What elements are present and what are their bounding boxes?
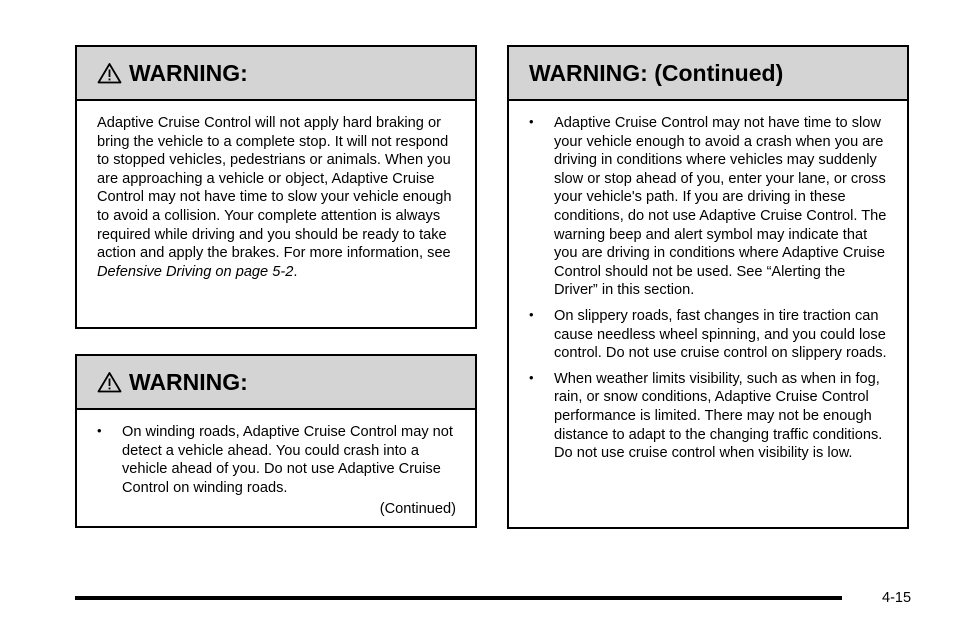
warning-paragraph [97,114,457,281]
list-item-text: On slippery roads, fast changes in tire traction can cause needless wheel spinning, and you could lose control. Do not use cruise control on slippery roads. [554,307,887,362]
warning-header [77,356,475,410]
bullet: • [529,114,534,129]
cross-reference: Defensive Driving on page 5-2 [97,263,294,280]
continued-note: (Continued) [379,501,456,518]
warning-box-2 [75,354,477,528]
bullet: • [529,369,534,385]
list-item [529,307,887,363]
list-item-text: When weather limits visibility, such as when in fog, rain, or snow conditions, Adaptive Cruise Control performance is limited. There may not be enough distance to adapt to the changing traffic conditions. Do not use cruise control when visibility is low. [554,370,883,462]
warning-body [77,410,475,519]
warning-header [509,47,907,101]
bullet: • [529,306,534,322]
bullet-list [97,423,456,497]
warning-title: WARNING: (Continued) [529,59,784,86]
warning-header [77,47,475,101]
footer-rule [75,596,842,600]
warning-text: Adaptive Cruise Control will not apply hard braking or bring the vehicle to a complete stop. It will not respond to stopped vehicles, pedestrians or animals. When you are approaching a vehicle or object, Adaptive Cruise Control may not have time to slow your vehicle enough to avoid a collision. Your complete attention is always required while driving and you should be ready to take action and apply the brakes. For more information, see [97,115,452,262]
bullet-list [529,114,887,463]
list-item [529,114,887,300]
list-item-text: On winding roads, Adaptive Cruise Control may not detect a vehicle ahead. You could crash into a vehicle ahead of you. Do not use Adaptive Cruise Control on winding roads. [122,424,453,496]
warning-box-1 [75,45,477,329]
warning-title: WARNING: [129,59,248,86]
page-number: 4-15 [882,590,912,606]
list-item [529,370,887,463]
list-item [97,423,456,497]
warning-triangle-icon [97,62,122,84]
warning-body [509,101,907,463]
bullet: • [97,423,102,438]
warning-box-continued [507,45,909,529]
warning-text-end: . [293,263,298,280]
warning-title: WARNING: [129,368,248,395]
warning-triangle-icon [97,371,122,393]
list-item-text: Adaptive Cruise Control may not have time to slow your vehicle enough to avoid a crash when you are driving in conditions where vehicles may suddenly slow or stop ahead of you, enter your lane, or cross your vehicle's path. If you are driving in these conditions, do not use Adaptive Cruise Control. The warning beep and alert symbol may indicate that you are driving in conditions where Adaptive Cruise Control should not be used. See “Alerting the Driver” in this section. [554,115,887,299]
warning-body [77,101,475,281]
